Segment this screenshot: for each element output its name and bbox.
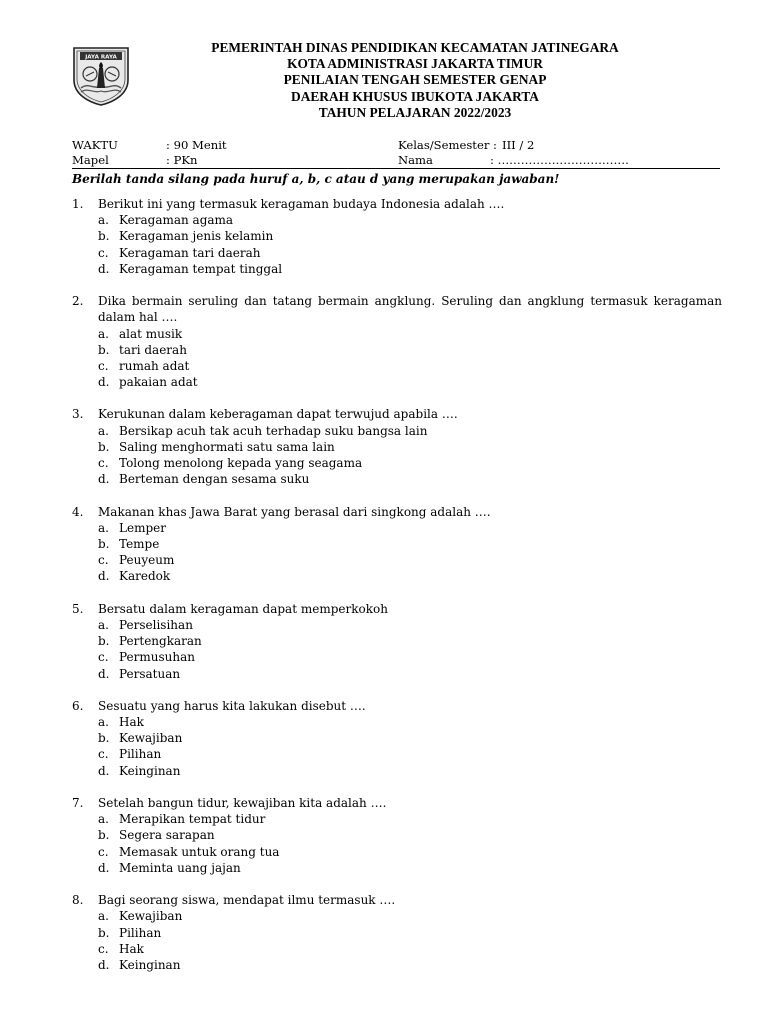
answer-option <box>72 374 722 390</box>
option-text: Keinginan <box>119 957 181 972</box>
option-text: Merapikan tempat tidur <box>119 812 266 827</box>
option-text: Lemper <box>119 520 166 535</box>
nama-value: : ……………………………. <box>490 153 629 167</box>
answer-option <box>72 520 722 536</box>
answer-option <box>72 811 722 827</box>
waktu-label: WAKTU <box>72 138 118 152</box>
answer-option <box>72 860 722 876</box>
option-letter: b. <box>98 634 110 649</box>
option-text: Keragaman tempat tinggal <box>119 261 283 276</box>
option-letter: a. <box>98 617 109 632</box>
kelas-value: III / 2 <box>502 138 535 152</box>
option-letter: d. <box>98 375 110 390</box>
mapel-value: : PKn <box>166 153 198 167</box>
option-text: Keragaman agama <box>119 213 234 228</box>
option-text: Hak <box>119 715 144 730</box>
option-text: Saling menghormati satu sama lain <box>119 439 335 454</box>
question-stem <box>72 601 722 617</box>
option-letter: d. <box>98 261 110 276</box>
option-text: Memasak untuk orang tua <box>119 844 280 859</box>
option-letter: c. <box>98 245 109 260</box>
option-letter: c. <box>98 844 109 859</box>
question-8 <box>72 892 722 973</box>
logo-motto: JAYA RAYA <box>85 54 117 61</box>
option-text: rumah adat <box>119 358 190 373</box>
question-stem <box>72 892 722 908</box>
answer-option <box>72 439 722 455</box>
question-number: 2. <box>72 294 84 309</box>
option-text: Berteman dengan sesama suku <box>119 472 310 487</box>
question-text: Setelah bangun tidur, kewajiban kita adalah …. <box>98 796 387 811</box>
option-letter: b. <box>98 229 110 244</box>
option-text: Persatuan <box>119 666 181 681</box>
question-text: Dika bermain seruling dan tatang bermain angklung. Seruling dan angklung termasuk keragaman dalam hal …. <box>98 294 722 325</box>
mapel-label: Mapel <box>72 153 109 167</box>
option-letter: d. <box>98 957 110 972</box>
option-letter: d. <box>98 763 110 778</box>
option-text: Meminta uang jajan <box>119 860 241 875</box>
option-text: Pertengkaran <box>119 634 202 649</box>
answer-option <box>72 342 722 358</box>
option-text: Pilihan <box>119 747 162 762</box>
answer-option <box>72 261 722 277</box>
option-text: Bersikap acuh tak acuh terhadap suku bangsa lain <box>119 423 428 438</box>
option-letter: d. <box>98 472 110 487</box>
question-number: 7. <box>72 796 84 811</box>
exam-header <box>120 40 710 121</box>
header-divider <box>72 168 720 169</box>
option-text: Permusuhan <box>119 650 195 665</box>
question-number: 6. <box>72 698 84 713</box>
answer-option <box>72 228 722 244</box>
answer-option <box>72 844 722 860</box>
option-text: Hak <box>119 941 144 956</box>
question-stem <box>72 293 722 325</box>
question-number: 3. <box>72 407 84 422</box>
option-letter: c. <box>98 941 109 956</box>
option-letter: b. <box>98 828 110 843</box>
question-2 <box>72 293 722 390</box>
instruction-text: Berilah tanda silang pada huruf a, b, c atau d yang merupakan jawaban! <box>72 172 560 186</box>
header-line-agency: PEMERINTAH DINAS PENDIDIKAN KECAMATAN JATINEGARA <box>211 40 619 55</box>
option-text: Pilihan <box>119 925 162 940</box>
option-letter: d. <box>98 569 110 584</box>
answer-option <box>72 212 722 228</box>
question-6 <box>72 698 722 779</box>
option-text: tari daerah <box>119 342 187 357</box>
option-letter: a. <box>98 715 109 730</box>
answer-option <box>72 957 722 973</box>
question-number: 1. <box>72 197 84 211</box>
header-line-exam: PENILAIAN TENGAH SEMESTER GENAP <box>283 72 547 88</box>
answer-option <box>72 471 722 487</box>
option-text: Perselisihan <box>119 617 193 632</box>
question-4 <box>72 504 722 585</box>
answer-option <box>72 568 722 584</box>
question-text: Bersatu dalam keragaman dapat memperkokoh <box>98 601 388 616</box>
answer-option <box>72 552 722 568</box>
header-line-region: DAERAH KHUSUS IBUKOTA JAKARTA <box>291 88 539 104</box>
answer-option <box>72 941 722 957</box>
option-text: Kewajiban <box>119 731 183 746</box>
nama-label: Nama <box>398 153 433 167</box>
option-letter: a. <box>98 909 109 924</box>
option-text: Kewajiban <box>119 909 183 924</box>
answer-option <box>72 536 722 552</box>
question-text: Makanan khas Jawa Barat yang berasal dari singkong adalah …. <box>98 504 491 519</box>
question-stem <box>72 795 722 811</box>
question-stem <box>72 196 722 212</box>
question-stem <box>72 698 722 714</box>
answer-option <box>72 763 722 779</box>
option-letter: b. <box>98 439 110 454</box>
question-5 <box>72 601 722 682</box>
option-letter: b. <box>98 925 110 940</box>
option-text: Keragaman tari daerah <box>119 245 261 260</box>
answer-option <box>72 633 722 649</box>
option-letter: d. <box>98 860 110 875</box>
option-letter: a. <box>98 213 109 228</box>
option-text: Peuyeum <box>119 553 175 568</box>
answer-option <box>72 666 722 682</box>
option-letter: d. <box>98 666 110 681</box>
option-letter: b. <box>98 537 110 552</box>
option-text: pakaian adat <box>119 375 198 390</box>
answer-option <box>72 358 722 374</box>
question-3 <box>72 406 722 487</box>
option-letter: c. <box>98 358 109 373</box>
answer-option <box>72 746 722 762</box>
question-stem <box>72 406 722 422</box>
option-letter: a. <box>98 423 109 438</box>
option-letter: c. <box>98 553 109 568</box>
answer-option <box>72 455 722 471</box>
option-text: alat musik <box>119 326 183 341</box>
answer-option <box>72 649 722 665</box>
answer-option <box>72 730 722 746</box>
option-text: Segera sarapan <box>119 828 215 843</box>
option-text: Tempe <box>119 537 160 552</box>
option-letter: a. <box>98 812 109 827</box>
option-letter: b. <box>98 731 110 746</box>
waktu-value: : 90 Menit <box>166 138 227 152</box>
kelas-label: Kelas/Semester : <box>398 138 497 152</box>
answer-option <box>72 617 722 633</box>
option-letter: b. <box>98 342 110 357</box>
question-list <box>72 196 722 989</box>
question-text: Bagi seorang siswa, mendapat ilmu termasuk …. <box>98 893 396 908</box>
option-letter: c. <box>98 650 109 665</box>
header-line-city: KOTA ADMINISTRASI JAKARTA TIMUR <box>287 56 543 72</box>
question-1 <box>72 196 722 277</box>
option-letter: c. <box>98 747 109 762</box>
answer-option <box>72 827 722 843</box>
option-text: Karedok <box>119 569 171 584</box>
question-number: 5. <box>72 601 84 616</box>
header-line-year: TAHUN PELAJARAN 2022/2023 <box>318 104 512 120</box>
option-letter: c. <box>98 456 109 471</box>
answer-option <box>72 326 722 342</box>
answer-option <box>72 423 722 439</box>
question-text: Kerukunan dalam keberagaman dapat terwujud apabila …. <box>98 407 458 422</box>
question-text: Berikut ini yang termasuk keragaman budaya Indonesia adalah …. <box>98 197 505 211</box>
option-text: Tolong menolong kepada yang seagama <box>119 456 363 471</box>
exam-info <box>72 138 722 168</box>
option-text: Keragaman jenis kelamin <box>119 229 274 244</box>
question-text: Sesuatu yang harus kita lakukan disebut …. <box>98 698 366 713</box>
answer-option <box>72 908 722 924</box>
answer-option <box>72 925 722 941</box>
answer-option <box>72 714 722 730</box>
option-letter: a. <box>98 326 109 341</box>
question-number: 8. <box>72 893 84 908</box>
question-7 <box>72 795 722 876</box>
option-letter: a. <box>98 520 109 535</box>
question-stem <box>72 504 722 520</box>
question-number: 4. <box>72 504 84 519</box>
answer-option <box>72 245 722 261</box>
option-text: Keinginan <box>119 763 181 778</box>
